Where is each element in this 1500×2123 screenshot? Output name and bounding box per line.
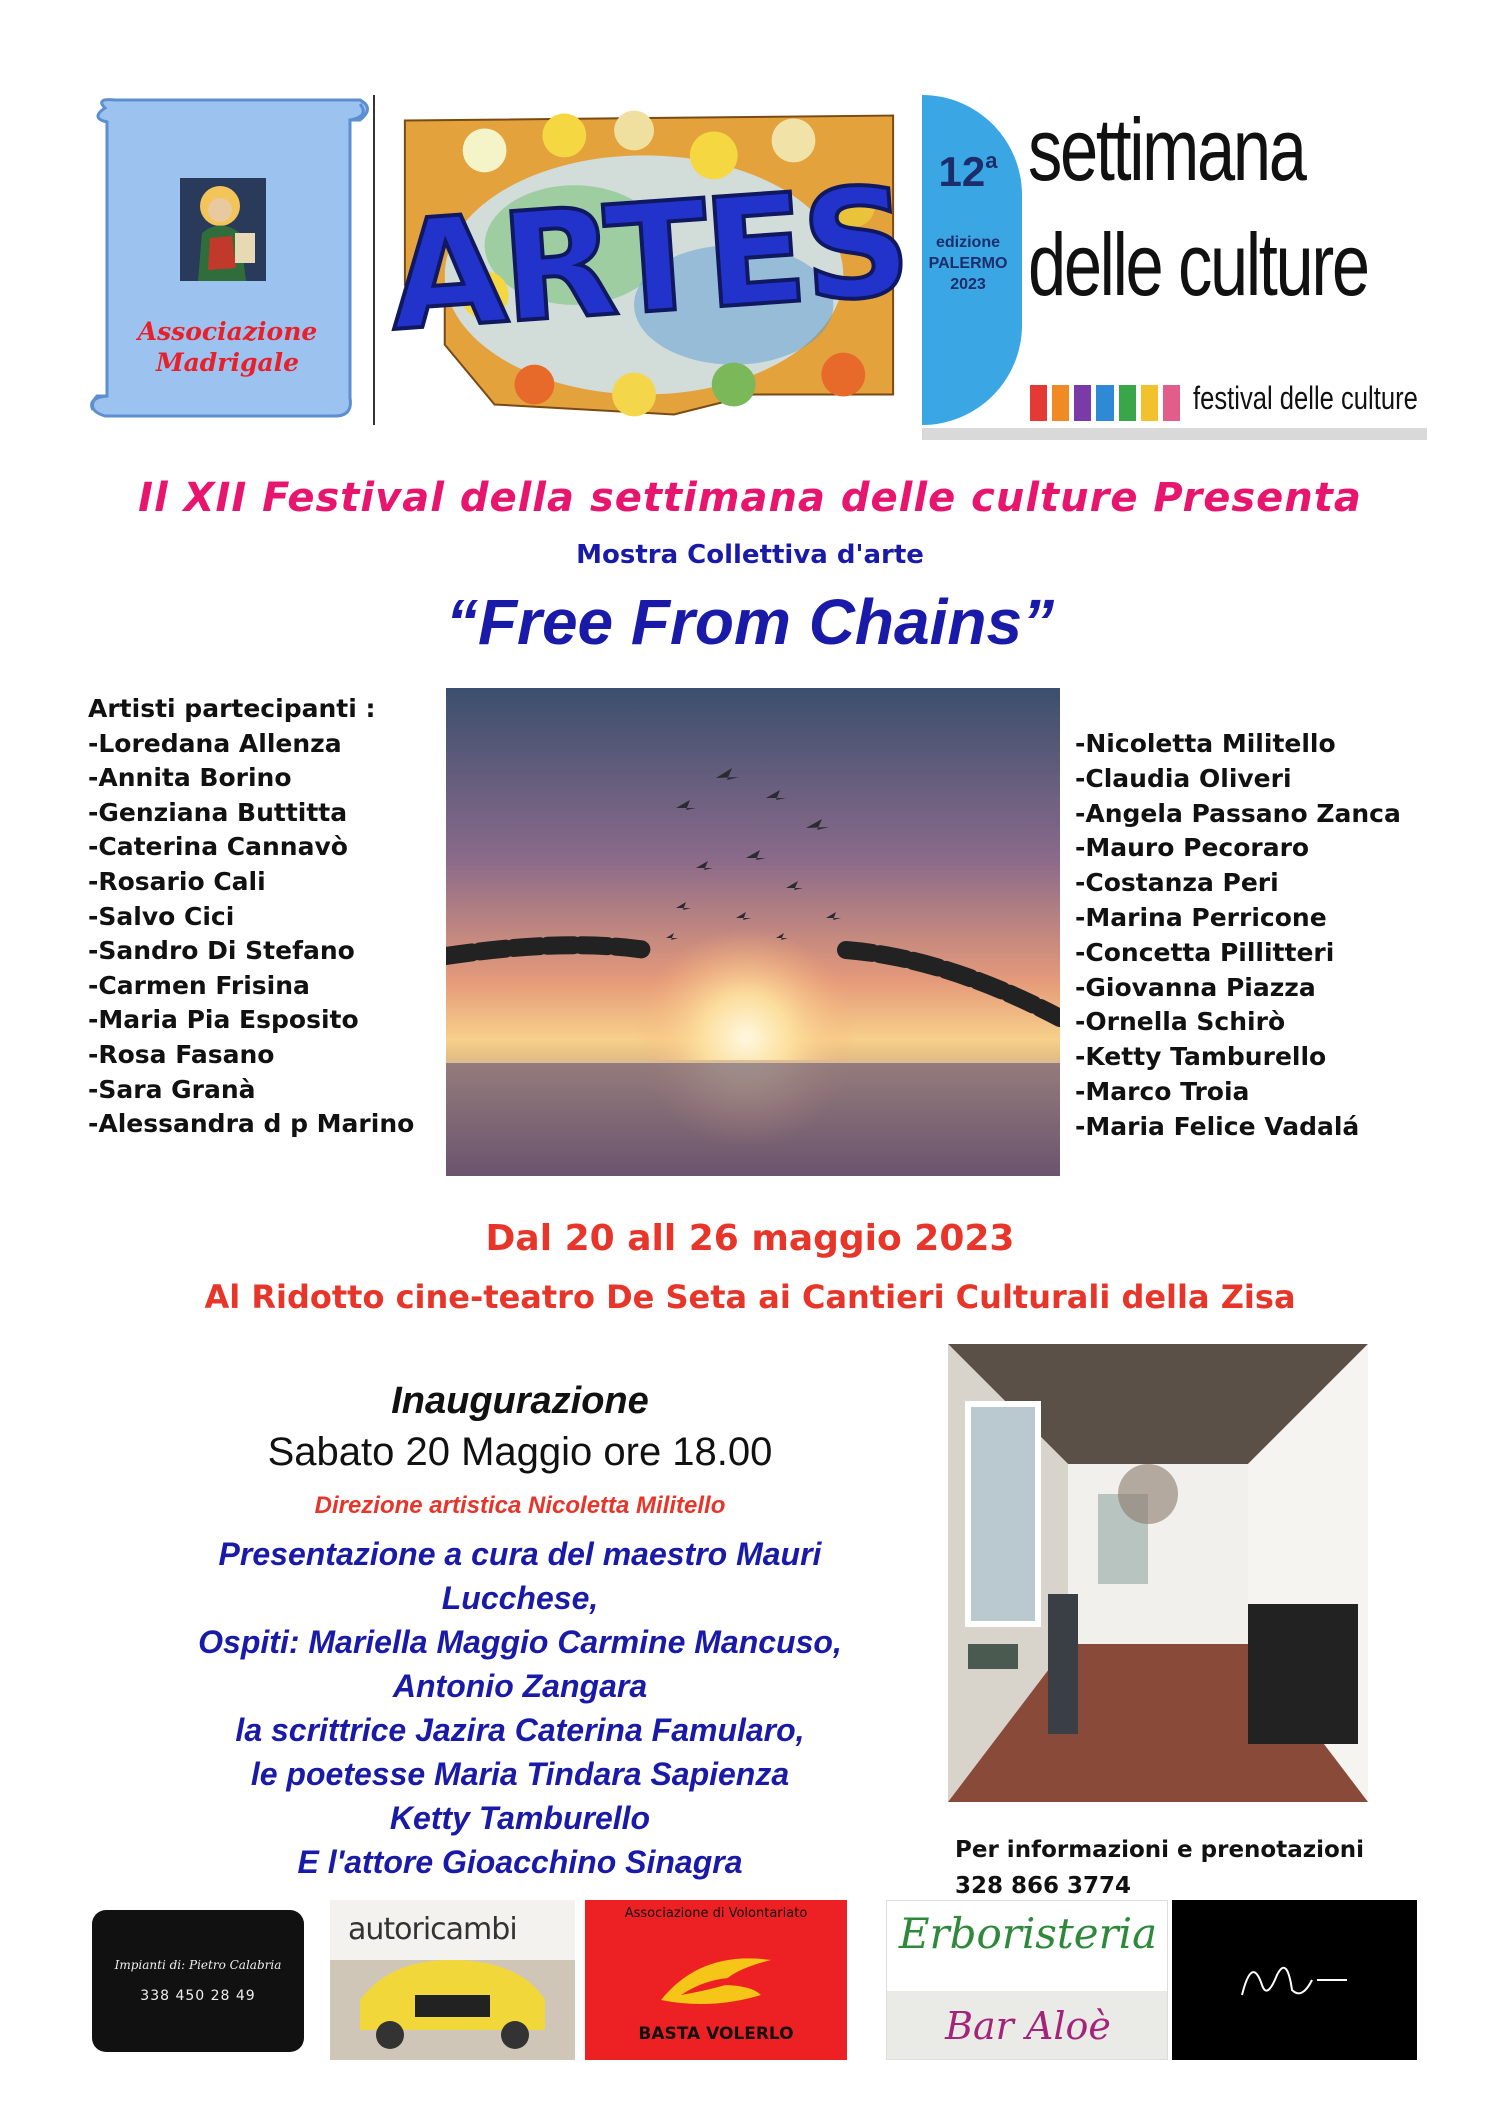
brand-bar	[1141, 385, 1158, 421]
flame-icon	[651, 1940, 781, 2020]
sponsor-basta-volerlo	[585, 1900, 847, 2060]
contact-label: Per informazioni e prenotazioni	[955, 1837, 1365, 1863]
artist-name: -Costanza Peri	[1075, 868, 1279, 898]
artist-name: -Nicoletta Militello	[1075, 729, 1336, 758]
guests-line: Ketty Tamburello	[389, 1800, 651, 1836]
artes-word: ARTES	[383, 155, 913, 365]
festival-name-line2: delle culture	[1028, 215, 1368, 314]
edition-number-text: 12	[938, 148, 986, 195]
edition-line: edizione	[935, 234, 1000, 251]
sponsor-basta-volerlo-top: Associazione di Volontariato	[624, 1906, 808, 1921]
artist-name: -Maria Pia Esposito	[88, 1005, 359, 1035]
edition-superscript: a	[985, 148, 998, 173]
artist-name: -Caterina Cannavò	[88, 832, 348, 862]
contact-info	[955, 1832, 1364, 1904]
guests-line: Lucchese,	[441, 1580, 599, 1616]
artist-name: -Maria Felice Vadalá	[1075, 1111, 1360, 1141]
artist-name: -Ketty Tamburello	[1075, 1042, 1327, 1072]
association-label: Associazione Madrigale	[137, 317, 318, 377]
artist-name: -Marco Troia	[1075, 1076, 1250, 1106]
artist-name: -Claudia Oliveri	[1075, 763, 1292, 793]
festival-tagline: festival delle culture	[1193, 380, 1418, 416]
brand-bar	[1163, 385, 1180, 421]
guests-line: E l'attore Gioacchino Sinagra	[297, 1844, 743, 1880]
sponsor-calabria-title: Impianti di: Pietro Calabria	[114, 1958, 282, 1972]
artists-heading: Artisti partecipanti :	[88, 694, 376, 723]
inauguration-datetime: Sabato 20 Maggio ore 18.00	[267, 1430, 773, 1474]
sponsor-bar-aloe-name: Bar Aloè	[887, 1991, 1168, 2060]
artist-name: -Ornella Schirò	[1075, 1007, 1286, 1037]
guests-line: le poetesse Maria Tindara Sapienza	[250, 1756, 790, 1792]
artist-name: -Loredana Allenza	[88, 728, 342, 758]
signature-icon	[1232, 1945, 1352, 2015]
brand-bar	[1030, 385, 1047, 421]
sponsor-autoricambi-name: autoricambi	[348, 1912, 517, 1947]
artists-list-right	[1075, 727, 1401, 1145]
brand-bar	[1096, 385, 1113, 421]
saint-icon	[180, 178, 266, 281]
free-from-chains-image	[446, 688, 1060, 1176]
guests-line: Ospiti: Mariella Maggio Carmine Mancuso,	[198, 1624, 842, 1660]
guests-line: Presentazione a cura del maestro Mauri	[218, 1536, 822, 1572]
venue-hall-photo	[948, 1344, 1368, 1802]
brand-bar	[1052, 385, 1069, 421]
artist-name: -Angela Passano Zanca	[1075, 798, 1401, 828]
artist-name: -Rosa Fasano	[88, 1039, 275, 1069]
guests-line: Antonio Zangara	[392, 1668, 648, 1704]
brand-bar	[1074, 385, 1091, 421]
artist-name: -Salvo Cici	[88, 901, 235, 931]
brand-bar	[1119, 385, 1136, 421]
guests-line: la scrittrice Jazira Caterina Famularo,	[235, 1712, 805, 1748]
inauguration-label: Inaugurazione	[391, 1380, 649, 1422]
event-venue: Al Ridotto cine-teatro De Seta ai Cantieri Culturali della Zisa	[204, 1278, 1296, 1316]
artist-name: -Giovanna Piazza	[1075, 972, 1316, 1002]
artist-name: -Mauro Pecoraro	[1075, 833, 1310, 863]
exhibition-type: Mostra Collettiva d'arte	[576, 540, 924, 570]
edition-details	[922, 232, 1014, 295]
sponsor-calabria	[92, 1910, 304, 2052]
brand-color-bars	[1030, 385, 1180, 421]
artist-name: -Concetta Pillitteri	[1075, 937, 1335, 967]
artistic-direction: Direzione artistica Nicoletta Militello	[314, 1492, 726, 1519]
header-divider	[922, 428, 1427, 440]
edition-number	[922, 148, 1014, 196]
sponsor-erboristeria-name: Erboristeria	[898, 1909, 1158, 1958]
artists-list-left	[88, 692, 414, 1142]
sponsor-calabria-phone: 338 450 28 49	[140, 1988, 256, 2004]
artist-name: -Rosario Cali	[88, 866, 266, 896]
festival-name-line1: settimana	[1028, 100, 1305, 199]
guests-list	[100, 1532, 940, 1884]
artist-name: -Carmen Frisina	[88, 970, 310, 1000]
artist-name: -Sara Granà	[88, 1074, 256, 1104]
artist-name: -Annita Borino	[88, 763, 292, 793]
edition-line: PALERMO	[928, 255, 1008, 272]
sponsor-autoricambi	[330, 1900, 575, 2060]
contact-phone: 328 866 3774	[955, 1873, 1132, 1899]
sponsor-signature	[1172, 1900, 1417, 2060]
artist-name: -Alessandra d p Marino	[88, 1109, 415, 1139]
sponsor-erboristeria	[886, 1900, 1168, 2060]
artist-name: -Genziana Buttitta	[88, 797, 348, 827]
artist-name: -Marina Perricone	[1075, 902, 1327, 932]
event-dates: Dal 20 all 26 maggio 2023	[485, 1218, 1015, 1259]
edition-line: 2023	[950, 276, 986, 293]
exhibition-name: “Free From Chains”	[445, 586, 1055, 658]
artist-name: -Sandro Di Stefano	[88, 936, 355, 966]
festival-presents-title: Il XII Festival della settimana delle culture Presenta	[138, 475, 1362, 521]
sponsor-basta-volerlo-name: BASTA VOLERLO	[638, 2024, 794, 2044]
